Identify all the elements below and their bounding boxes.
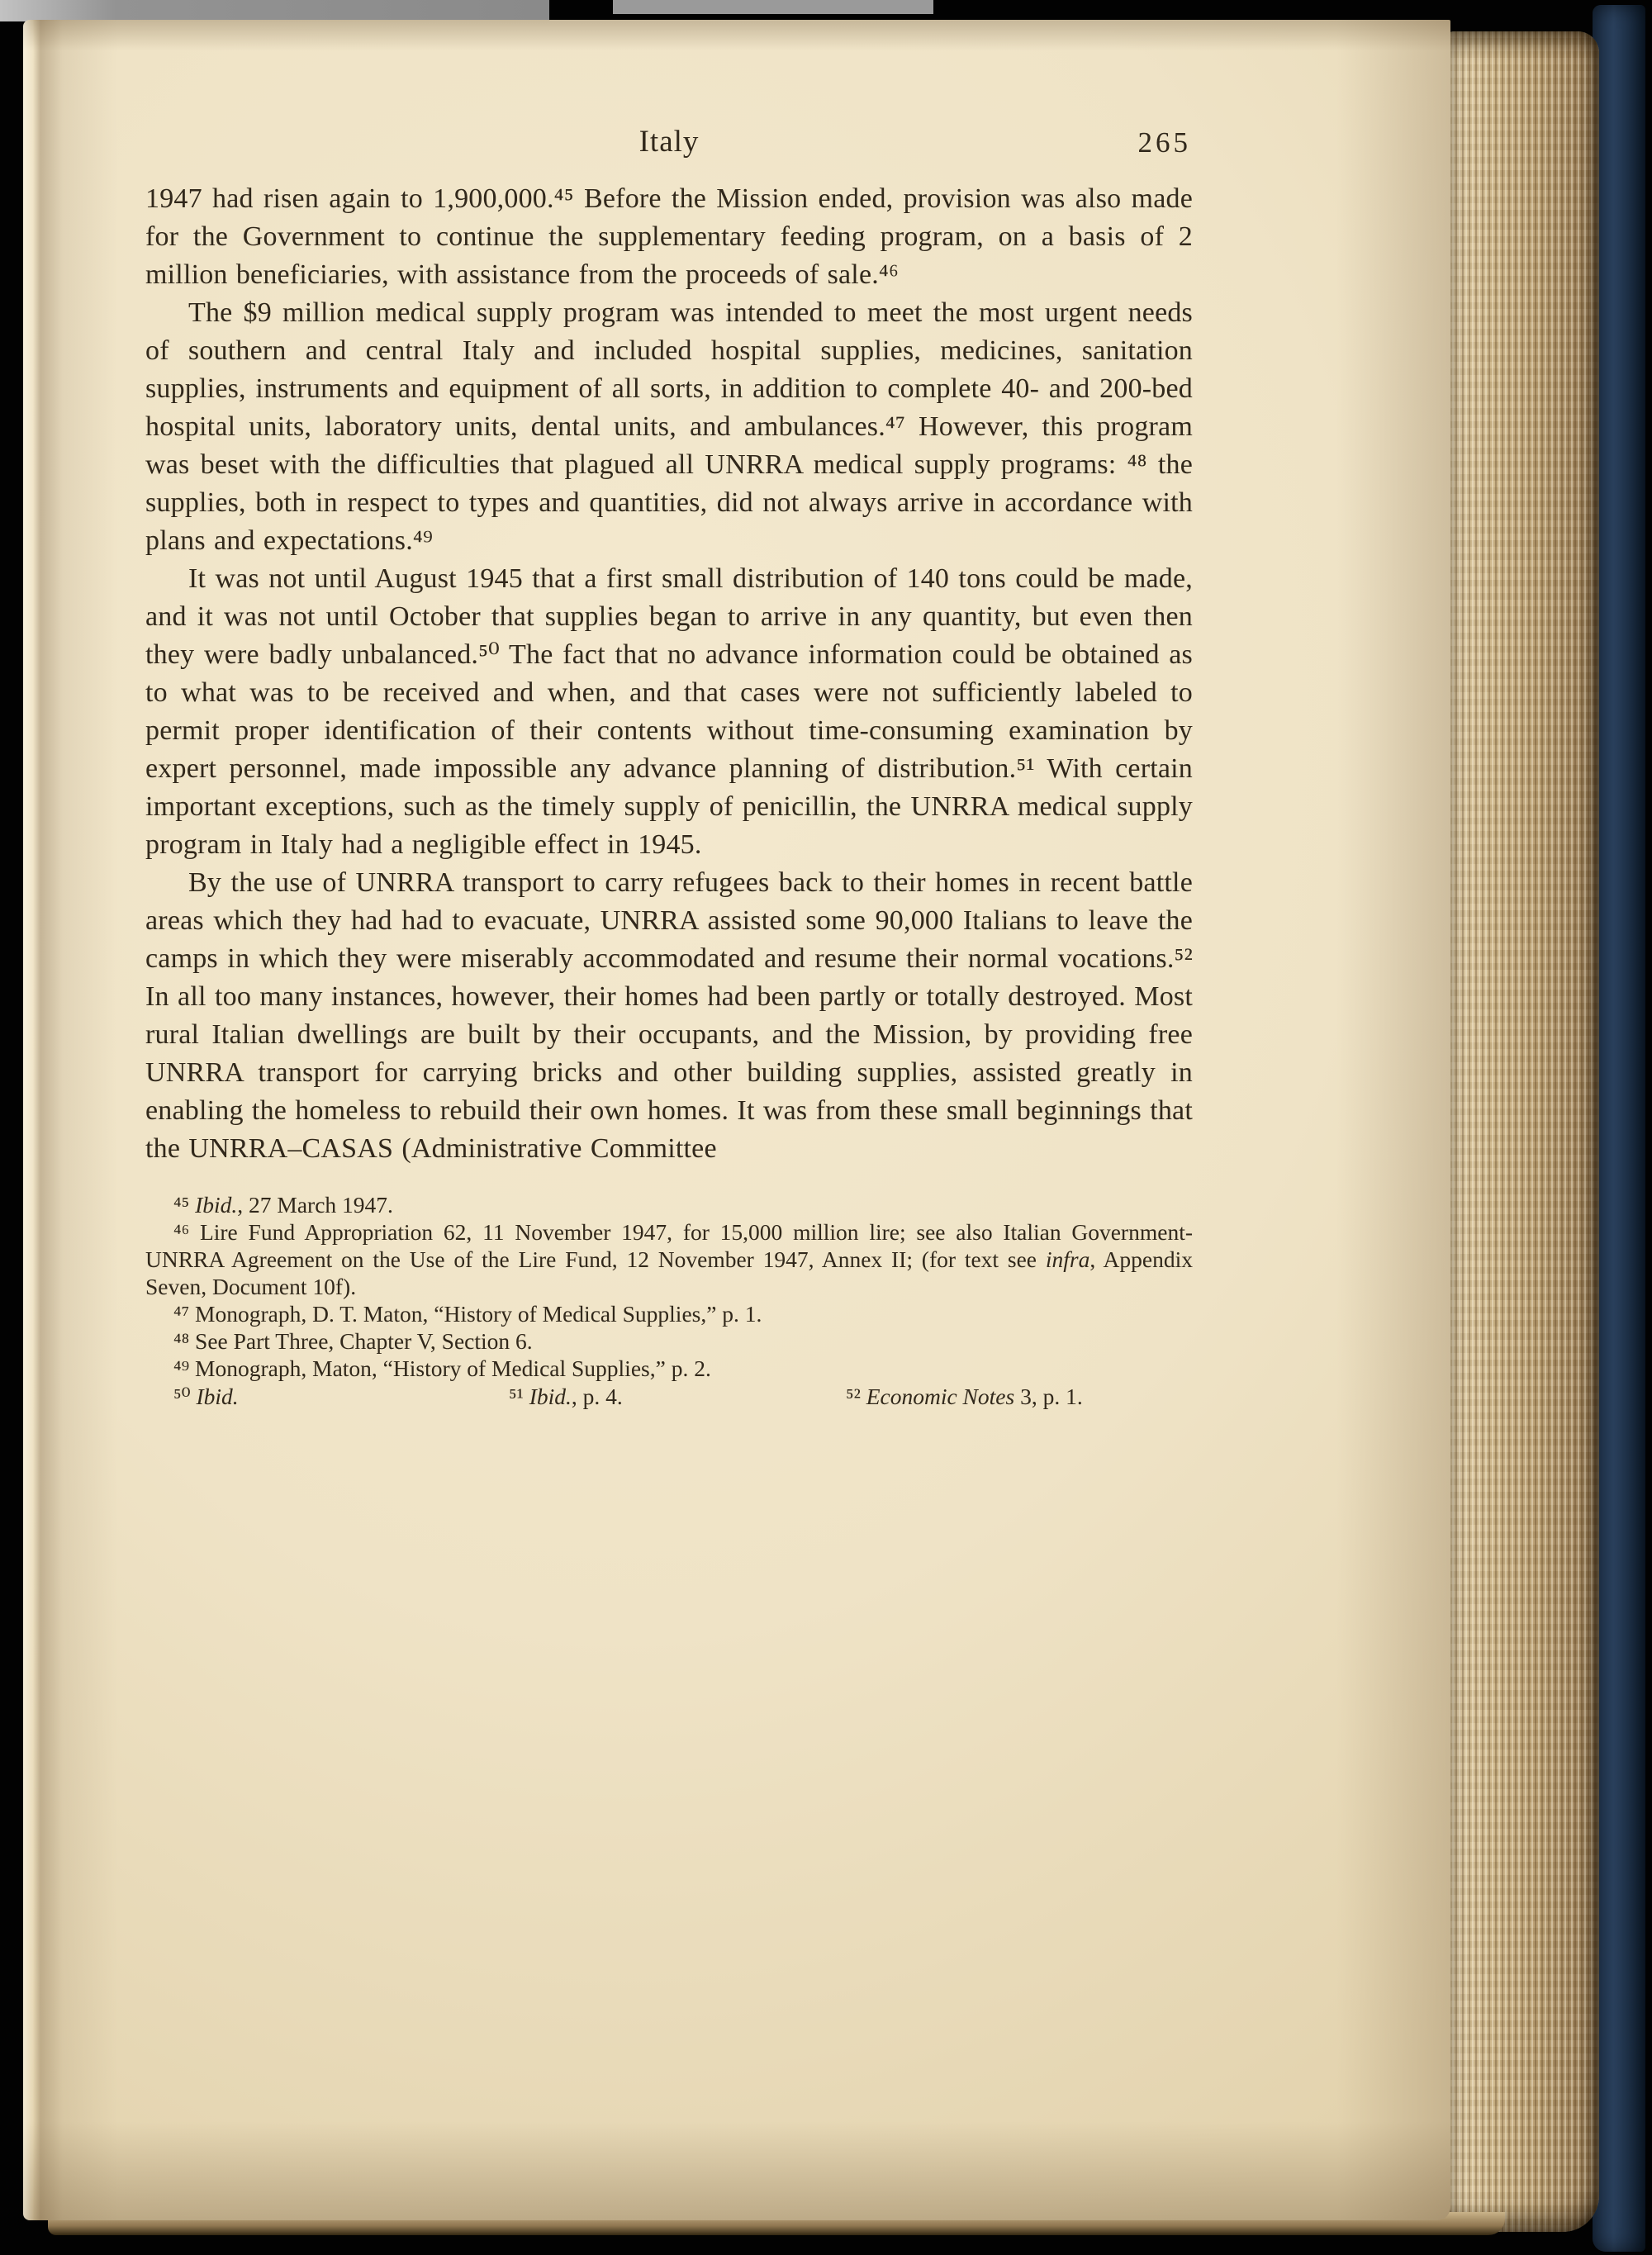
- footnote-row-item: ⁵⁰ Ibid.: [173, 1384, 239, 1409]
- paragraph: By the use of UNRRA transport to carry refugees back to their homes in recent battle areas which they had had to evacuate, UNRRA assisted some 90,000 Italians to leave the camps in which they were miserably accommodated and resume their normal vocations.⁵² In all too many instances, however, their homes had been partly or totally destroyed. Most rural Italian dwellings are built by their occupants, and the Mission, by providing free UNRRA transport for carrying bricks and other building supplies, assisted greatly in enabling the homeless to rebuild their own homes. It was from these small beginnings that the UNRRA–CASAS (Administrative Committee: [145, 867, 1193, 1164]
- scanner-artifact-top-center: [613, 0, 933, 14]
- page-stack-fore-edge: [1446, 31, 1599, 2232]
- scanner-artifact-top-left: [0, 0, 549, 21]
- page-header: [145, 124, 1193, 167]
- footnote-line: ⁴⁶ Lire Fund Appropriation 62, 11 November 1947, for 15,000 million lire; see also Italian Government-UNRRA Agreement on the Use of the Lire Fund, 12 November 1947, Annex II; (for text see infra, Appendix Seven, Document 10f).: [145, 1219, 1193, 1299]
- footnote-list: [145, 1191, 1193, 1382]
- paragraph: It was not until August 1945 that a first small distribution of 140 tons could be made, and it was not until October that supplies began to arrive in any quantity, but even then they were badly unbalanced.⁵⁰ The fact that no advance information could be obtained as to what was to be received and when, and that cases were not sufficiently labeled to permit proper identification of their contents without time-consuming examination by expert personnel, made impossible any advance planning of distribution.⁵¹ With certain important exceptions, such as the timely supply of penicillin, the UNRRA medical supply program in Italy had a negligible effect in 1945.: [145, 563, 1193, 860]
- footnote-row: [145, 1383, 1193, 1410]
- paragraph: 1947 had risen again to 1,900,000.⁴⁵ Before the Mission ended, provision was also made for the Government to continue the supplementary feeding program, on a basis of 2 million beneficiaries, with assistance from the proceeds of sale.⁴⁶: [145, 183, 1193, 290]
- page-text: [145, 124, 1193, 1410]
- footnote-line: ⁴⁹ Monograph, Maton, “History of Medical Supplies,” p. 2.: [173, 1355, 711, 1381]
- page-number: 265: [1137, 126, 1191, 159]
- book-cover-edge: [1593, 5, 1645, 2252]
- footnote-row-item: ⁵¹ Ibid., p. 4.: [509, 1384, 623, 1409]
- footnote-line: ⁴⁸ See Part Three, Chapter V, Section 6.: [173, 1328, 533, 1354]
- footnote-row-item: ⁵² Economic Notes 3, p. 1.: [846, 1384, 1083, 1409]
- paragraph: The $9 million medical supply program was intended to meet the most urgent needs of southern and central Italy and included hospital supplies, medicines, sanitation supplies, instruments and equipment of all sorts, in addition to complete 40- and 200-bed hospital units, laboratory units, dental units, and ambulances.⁴⁷ However, this program was beset with the difficulties that plagued all UNRRA medical supply programs: ⁴⁸ the supplies, both in respect to types and quantities, did not always arrive in accordance with plans and expectations.⁴⁹: [145, 297, 1193, 556]
- book-page: [23, 20, 1450, 2220]
- footnote-line: ⁴⁷ Monograph, D. T. Maton, “History of Medical Supplies,” p. 1.: [173, 1301, 762, 1327]
- footnote-line: ⁴⁵ Ibid., 27 March 1947.: [173, 1192, 393, 1218]
- body-text: [145, 180, 1193, 1168]
- footnotes: [145, 1191, 1193, 1410]
- running-head: Italy: [638, 125, 700, 159]
